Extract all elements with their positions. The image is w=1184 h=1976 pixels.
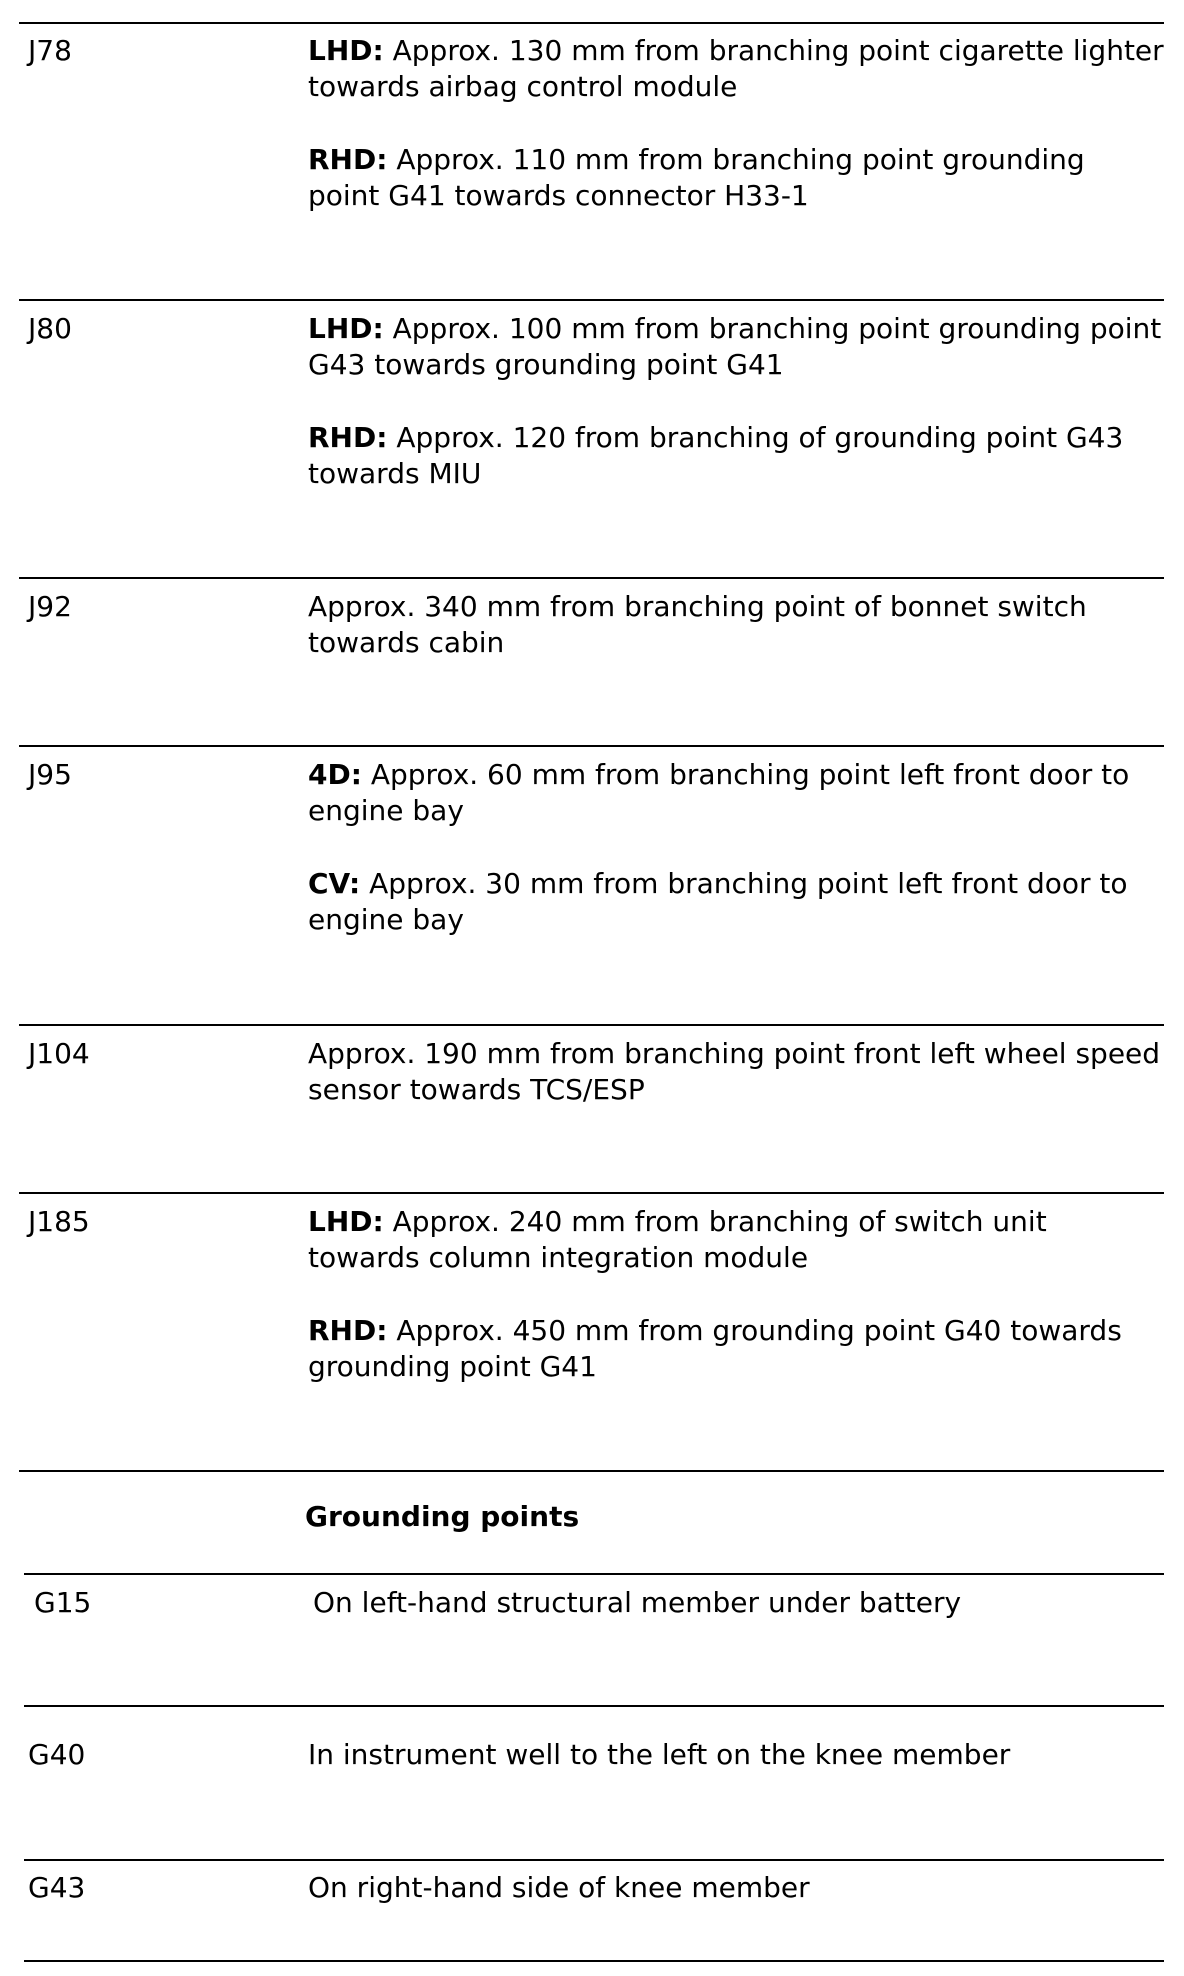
row-divider — [19, 299, 1164, 301]
row-divider — [19, 577, 1164, 579]
para-text: Approx. 110 mm from branching point grounding point G41 towards connector H33-1 — [308, 143, 1085, 212]
para-text: Approx. 100 mm from branching point grounding point G43 towards grounding point G41 — [308, 312, 1162, 381]
row-divider — [19, 22, 1164, 24]
row-divider — [24, 1573, 1164, 1575]
row-code: J95 — [28, 758, 72, 791]
para-prefix: CV: — [308, 867, 361, 900]
para-prefix: RHD: — [308, 421, 388, 454]
row-code: G15 — [34, 1586, 92, 1619]
row-paragraph — [308, 142, 1164, 214]
row-divider — [24, 1705, 1164, 1707]
row-code: J92 — [28, 590, 72, 623]
para-text: Approx. 340 mm from branching point of bonnet switch towards cabin — [308, 590, 1087, 659]
para-text: Approx. 130 mm from branching point cigarette lighter towards airbag control module — [308, 34, 1164, 103]
row-paragraph — [308, 311, 1164, 383]
row-paragraph — [308, 589, 1164, 661]
row-paragraph — [308, 33, 1164, 105]
para-prefix: LHD: — [308, 1205, 384, 1238]
row-code: J78 — [28, 34, 72, 67]
row-code: G43 — [28, 1871, 86, 1904]
para-prefix: RHD: — [308, 143, 388, 176]
row-paragraph: In instrument well to the left on the knee member — [308, 1738, 1011, 1771]
para-prefix: LHD: — [308, 34, 384, 67]
row-divider — [19, 745, 1164, 747]
row-code: J104 — [28, 1037, 90, 1070]
section-divider — [19, 1470, 1164, 1472]
para-text: Approx. 30 mm from branching point left front door to engine bay — [308, 867, 1128, 936]
row-divider — [24, 1859, 1164, 1861]
row-paragraph — [308, 1313, 1164, 1385]
row-paragraph — [308, 1036, 1164, 1108]
row-code: J185 — [28, 1205, 90, 1238]
row-divider — [19, 1192, 1164, 1194]
row-paragraph: On left-hand structural member under battery — [313, 1586, 962, 1619]
row-paragraph — [308, 757, 1164, 829]
row-paragraph — [308, 420, 1164, 492]
para-text: Approx. 120 from branching of grounding point G43 towards MIU — [308, 421, 1124, 490]
bottom-divider — [24, 1960, 1164, 1962]
row-paragraph: On right-hand side of knee member — [308, 1871, 810, 1904]
para-text: Approx. 60 mm from branching point left front door to engine bay — [308, 758, 1130, 827]
para-text: Approx. 190 mm from branching point front left wheel speed sensor towards TCS/ESP — [308, 1037, 1161, 1106]
row-divider — [19, 1024, 1164, 1026]
para-prefix: RHD: — [308, 1314, 388, 1347]
row-code: J80 — [28, 312, 72, 345]
para-prefix: 4D: — [308, 758, 362, 791]
para-text: Approx. 240 mm from branching of switch unit towards column integration module — [308, 1205, 1047, 1274]
para-text: Approx. 450 mm from grounding point G40 towards grounding point G41 — [308, 1314, 1122, 1383]
row-paragraph — [308, 866, 1164, 938]
para-prefix: LHD: — [308, 312, 384, 345]
row-code: G40 — [28, 1738, 86, 1771]
row-paragraph — [308, 1204, 1164, 1276]
section-title: Grounding points — [305, 1500, 580, 1533]
